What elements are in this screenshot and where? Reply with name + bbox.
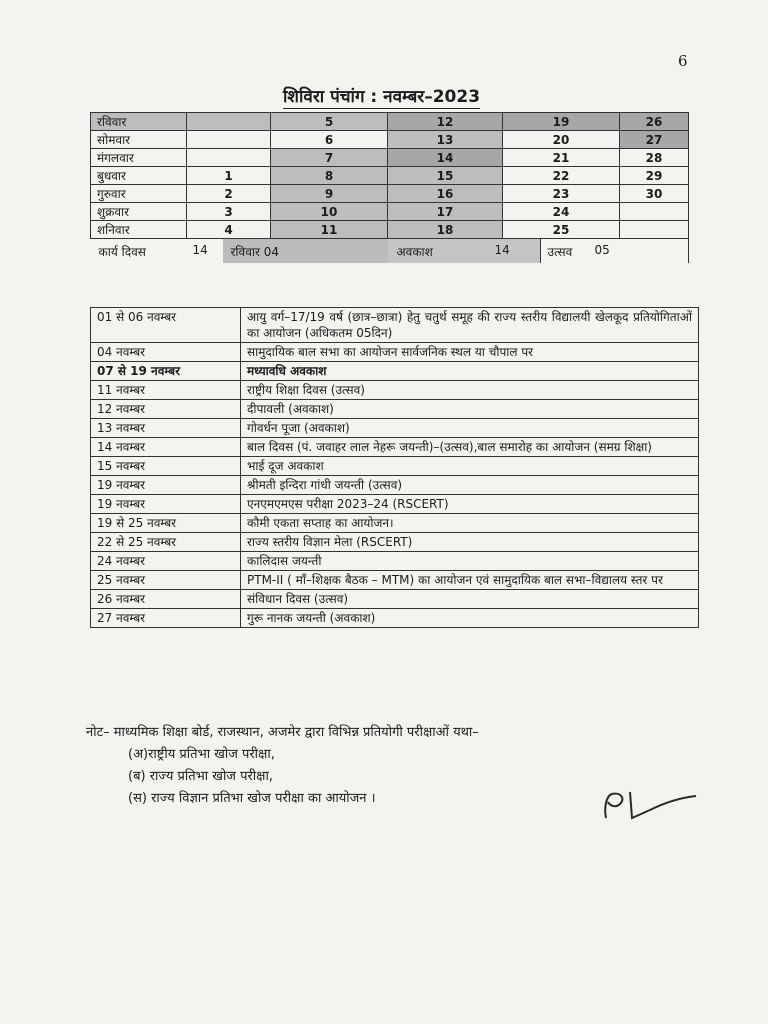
event-date: 26 नवम्बर xyxy=(91,590,241,609)
calendar-date-cell: 13 xyxy=(388,131,503,149)
event-description: गोवर्धन पूजा (अवकाश) xyxy=(241,419,699,438)
note-item: (अ)राष्ट्रीय प्रतिभा खोज परीक्षा, xyxy=(128,747,275,762)
calendar-date-cell: 11 xyxy=(271,221,388,239)
calendar-date-cell: 12 xyxy=(388,113,503,131)
calendar-row xyxy=(91,131,689,149)
event-description: सामुदायिक बाल सभा का आयोजन सार्वजनिक स्थल या चौपाल पर xyxy=(241,343,699,362)
note xyxy=(86,722,479,810)
event-row xyxy=(91,476,699,495)
day-name: सोमवार xyxy=(91,131,187,149)
event-description: एनएमएमएस परीक्षा 2023–24 (RSCERT) xyxy=(241,495,699,514)
event-row xyxy=(91,381,699,400)
signature-icon xyxy=(592,788,702,828)
event-row xyxy=(91,533,699,552)
calendar-date-cell: 3 xyxy=(187,203,271,221)
event-row xyxy=(91,495,699,514)
event-row xyxy=(91,457,699,476)
calendar-date-cell: 15 xyxy=(388,167,503,185)
calendar-date-cell: 14 xyxy=(388,149,503,167)
event-description: आयु वर्ग–17/19 वर्ष (छात्र–छात्रा) हेतु चतुर्थ समूह की राज्य स्तरीय विद्यालयी खेलकूद प्रतियोगिताओं का आयोजन (अधिकतम 05दिन) xyxy=(241,308,699,343)
calendar-date-cell: 25 xyxy=(503,221,620,239)
calendar-date-cell: 17 xyxy=(388,203,503,221)
event-date: 01 से 06 नवम्बर xyxy=(91,308,241,343)
calendar-date-cell xyxy=(187,131,271,149)
festival-value: 05 xyxy=(594,243,610,257)
calendar-summary-row xyxy=(91,239,689,264)
event-date: 14 नवम्बर xyxy=(91,438,241,457)
event-date: 15 नवम्बर xyxy=(91,457,241,476)
calendar-date-cell: 29 xyxy=(620,167,689,185)
page-number: 6 xyxy=(678,52,688,70)
event-description: गुरू नानक जयन्ती (अवकाश) xyxy=(241,609,699,628)
event-row xyxy=(91,343,699,362)
day-name: बुधवार xyxy=(91,167,187,185)
day-name: गुरुवार xyxy=(91,185,187,203)
event-row xyxy=(91,609,699,628)
event-date: 25 नवम्बर xyxy=(91,571,241,590)
day-name: शनिवार xyxy=(91,221,187,239)
calendar-date-cell: 19 xyxy=(503,113,620,131)
event-row xyxy=(91,514,699,533)
calendar-date-cell: 4 xyxy=(187,221,271,239)
event-row xyxy=(91,571,699,590)
calendar-date-cell: 2 xyxy=(187,185,271,203)
calendar-date-cell xyxy=(187,149,271,167)
event-date: 11 नवम्बर xyxy=(91,381,241,400)
calendar-row xyxy=(91,149,689,167)
sunday-count: रविवार 04 xyxy=(230,245,279,259)
calendar-date-cell: 30 xyxy=(620,185,689,203)
calendar-date-cell: 26 xyxy=(620,113,689,131)
event-row xyxy=(91,419,699,438)
calendar-row xyxy=(91,185,689,203)
page-title: शिविरा पंचांग : नवम्बर–2023 xyxy=(283,84,480,109)
event-description: कालिदास जयन्ती xyxy=(241,552,699,571)
event-date: 19 से 25 नवम्बर xyxy=(91,514,241,533)
event-row xyxy=(91,552,699,571)
events-table xyxy=(90,307,699,628)
event-description: राज्य स्तरीय विज्ञान मेला (RSCERT) xyxy=(241,533,699,552)
calendar-date-cell: 10 xyxy=(271,203,388,221)
calendar-row xyxy=(91,203,689,221)
festival-label: उत्सव xyxy=(547,245,573,259)
working-days-label: कार्य दिवस xyxy=(98,245,146,259)
calendar-date-cell: 8 xyxy=(271,167,388,185)
event-description: बाल दिवस (पं. जवाहर लाल नेहरू जयन्ती)–(उत्सव),बाल समारोह का आयोजन (समग्र शिक्षा) xyxy=(241,438,699,457)
event-date: 24 नवम्बर xyxy=(91,552,241,571)
calendar-date-cell xyxy=(620,203,689,221)
calendar-date-cell: 7 xyxy=(271,149,388,167)
day-name: मंगलवार xyxy=(91,149,187,167)
event-row xyxy=(91,590,699,609)
event-description: कौमी एकता सप्ताह का आयोजन। xyxy=(241,514,699,533)
calendar-date-cell: 21 xyxy=(503,149,620,167)
event-row xyxy=(91,400,699,419)
calendar-date-cell: 18 xyxy=(388,221,503,239)
event-date: 13 नवम्बर xyxy=(91,419,241,438)
calendar-date-cell: 28 xyxy=(620,149,689,167)
holiday-value: 14 xyxy=(494,243,510,257)
calendar-date-cell: 16 xyxy=(388,185,503,203)
calendar-date-cell xyxy=(187,113,271,131)
event-description: श्रीमती इन्दिरा गांधी जयन्ती (उत्सव) xyxy=(241,476,699,495)
note-item: (ब) राज्य प्रतिभा खोज परीक्षा, xyxy=(128,769,273,784)
event-date: 19 नवम्बर xyxy=(91,495,241,514)
note-intro: नोट– माध्यमिक शिक्षा बोर्ड, राजस्थान, अजमेर द्वारा विभिन्न प्रतियोगी परीक्षाओं यथा– xyxy=(86,725,479,740)
calendar-row xyxy=(91,221,689,239)
event-date: 27 नवम्बर xyxy=(91,609,241,628)
event-row xyxy=(91,308,699,343)
event-date: 22 से 25 नवम्बर xyxy=(91,533,241,552)
event-description: राष्ट्रीय शिक्षा दिवस (उत्सव) xyxy=(241,381,699,400)
event-date: 12 नवम्बर xyxy=(91,400,241,419)
calendar-date-cell: 20 xyxy=(503,131,620,149)
event-description: भाई दूज अवकाश xyxy=(241,457,699,476)
day-name: शुक्रवार xyxy=(91,203,187,221)
event-date: 19 नवम्बर xyxy=(91,476,241,495)
event-row xyxy=(91,438,699,457)
working-days-value: 14 xyxy=(192,243,208,257)
calendar-date-cell: 22 xyxy=(503,167,620,185)
calendar-date-cell: 5 xyxy=(271,113,388,131)
calendar-date-cell: 9 xyxy=(271,185,388,203)
event-description: मध्यावधि अवकाश xyxy=(241,362,699,381)
calendar-table xyxy=(90,112,689,263)
calendar-date-cell: 1 xyxy=(187,167,271,185)
calendar-date-cell: 23 xyxy=(503,185,620,203)
calendar-date-cell xyxy=(620,221,689,239)
event-description: दीपावली (अवकाश) xyxy=(241,400,699,419)
day-name: रविवार xyxy=(91,113,187,131)
event-description: PTM-II ( माँ–शिक्षक बैठक – MTM) का आयोजन एवं सामुदायिक बाल सभा–विद्यालय स्तर पर xyxy=(241,571,699,590)
event-date: 04 नवम्बर xyxy=(91,343,241,362)
event-description: संविधान दिवस (उत्सव) xyxy=(241,590,699,609)
calendar-date-cell: 27 xyxy=(620,131,689,149)
event-row xyxy=(91,362,699,381)
note-item: (स) राज्य विज्ञान प्रतिभा खोज परीक्षा का आयोजन । xyxy=(128,791,376,806)
calendar-date-cell: 24 xyxy=(503,203,620,221)
calendar-row xyxy=(91,113,689,131)
holiday-label: अवकाश xyxy=(396,245,433,259)
event-date: 07 से 19 नवम्बर xyxy=(91,362,241,381)
calendar-row xyxy=(91,167,689,185)
calendar-date-cell: 6 xyxy=(271,131,388,149)
